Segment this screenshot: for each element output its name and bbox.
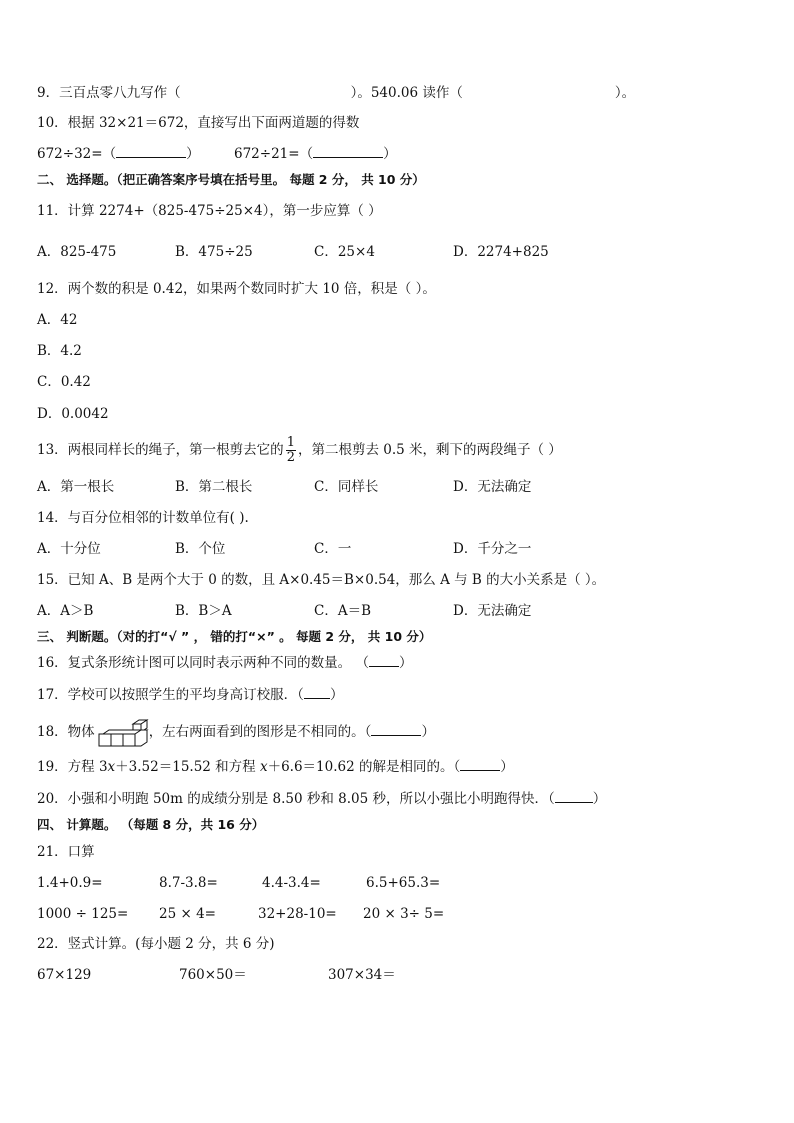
question-20 <box>37 789 606 809</box>
q10-p1-end: ） <box>186 146 200 162</box>
mental-math-item: 32+28-10= <box>258 906 337 922</box>
cube-stack-figure <box>95 719 149 747</box>
question-13 <box>37 432 562 468</box>
q11-option-a[interactable]: A．825-475 <box>37 244 117 260</box>
question-17 <box>37 685 343 705</box>
q10-answer-1[interactable] <box>116 145 186 158</box>
q20-text: 20．小强和小明跑 50m 的成绩分别是 8.50 秒和 8.05 秒，所以小强比小明跑得快．（ <box>37 791 555 807</box>
q15-option-b[interactable]: B．B＞A <box>175 603 232 619</box>
q13-text-pre: 13．两根同样长的绳子，第一根剪去它的 <box>37 442 284 458</box>
q17-end: ） <box>329 687 344 703</box>
q18-text-pre: 18．物体 <box>37 724 95 740</box>
mental-math-item: 1000 ÷ 125= <box>37 906 129 922</box>
q17-answer-blank[interactable] <box>304 686 330 699</box>
mental-math-item: 25 × 4= <box>159 906 216 922</box>
q10-problem-2 <box>234 144 397 164</box>
question-16 <box>37 653 412 673</box>
question-12: 12．两个数的积是 0.42，如果两个数同时扩大 10 倍，积是（ ）。 <box>37 281 436 297</box>
q9-text-b: ）。540.06 读作（ <box>350 85 463 101</box>
q10-p1-label: 672÷32=（ <box>37 146 117 162</box>
q11-option-d[interactable]: D．2274+825 <box>453 244 549 260</box>
q19-answer-blank[interactable] <box>460 758 500 771</box>
q10-p2-end: ） <box>383 146 397 162</box>
q10-p2-label: 672÷21=（ <box>234 146 314 162</box>
mental-math-item: 4.4-3.4= <box>262 875 321 891</box>
section-2-heading: 二、 选择题。（把正确答案序号填在括号里。 每题 2 分， 共 10 分） <box>37 172 425 187</box>
q12-option-d[interactable]: D．0.0042 <box>37 406 109 422</box>
q10-problem-1 <box>37 144 200 164</box>
q20-end: ） <box>592 791 607 807</box>
q19-text: 19．方程 3𝑥＋3.52＝15.52 和方程 𝑥＋6.6＝10.62 的解是相同的。（ <box>37 759 461 775</box>
q13-option-a[interactable]: A．第一根长 <box>37 479 115 495</box>
q9-text-c: ）。 <box>614 85 636 101</box>
question-9 <box>37 83 635 103</box>
q14-option-a[interactable]: A．十分位 <box>37 541 101 557</box>
q13-option-b[interactable]: B．第二根长 <box>175 479 253 495</box>
mental-math-item: 1.4+0.9= <box>37 875 103 891</box>
vertical-calc-item: 307×34＝ <box>328 967 396 983</box>
fraction-numerator: 1 <box>286 435 295 450</box>
q20-answer-blank[interactable] <box>555 790 593 803</box>
question-18 <box>37 718 435 747</box>
question-15: 15．已知 A、B 是两个大于 0 的数，且 A×0.45＝B×0.54，那么 A 与 B 的大小关系是（ ）。 <box>37 572 606 588</box>
question-11: 11．计算 2274+（825-475÷25×4），第一步应算（ ） <box>37 203 382 219</box>
vertical-calc-item: 67×129 <box>37 967 92 983</box>
q12-option-c[interactable]: C．0.42 <box>37 374 91 390</box>
q13-option-d[interactable]: D．无法确定 <box>453 479 532 495</box>
q16-answer-blank[interactable] <box>369 654 399 667</box>
question-22: 22．竖式计算。(每小题 2 分，共 6 分) <box>37 936 275 952</box>
q9-text-a: 9．三百点零八九写作（ <box>37 85 181 101</box>
q18-end: ） <box>421 724 435 740</box>
q15-option-a[interactable]: A．A＞B <box>37 603 94 619</box>
q10-answer-2[interactable] <box>313 145 383 158</box>
q11-option-b[interactable]: B．475÷25 <box>175 244 253 260</box>
section-3-heading: 三、 判断题。（对的打“√ ” ， 错的打“×” 。 每题 2 分， 共 10 分） <box>37 629 432 644</box>
q18-text-post: ，左右两面看到的图形是不相同的。（ <box>148 724 372 740</box>
q12-option-b[interactable]: B．4.2 <box>37 343 82 359</box>
q18-answer-blank[interactable] <box>371 723 421 736</box>
question-14: 14．与百分位相邻的计数单位有( ). <box>37 510 249 526</box>
q11-option-c[interactable]: C．25×4 <box>314 244 375 260</box>
q14-option-c[interactable]: C．一 <box>314 541 352 557</box>
q16-end: ） <box>398 655 413 671</box>
q17-text: 17．学校可以按照学生的平均身高订校服．（ <box>37 687 304 703</box>
mental-math-item: 8.7-3.8= <box>159 875 218 891</box>
question-21: 21．口算 <box>37 844 95 860</box>
question-19 <box>37 757 514 777</box>
mental-math-item: 6.5+65.3= <box>366 875 441 891</box>
q13-option-c[interactable]: C．同样长 <box>314 479 379 495</box>
vertical-calc-item: 760×50＝ <box>179 967 247 983</box>
q13-text-post: ，第二根剪去 0.5 米，剩下的两段绳子（ ） <box>297 442 562 458</box>
q15-option-d[interactable]: D．无法确定 <box>453 603 532 619</box>
question-10: 10．根据 32×21＝672，直接写出下面两道题的得数 <box>37 115 360 131</box>
q16-text: 16．复式条形统计图可以同时表示两种不同的数量。 （ <box>37 655 369 671</box>
q13-fraction <box>286 436 296 465</box>
section-4-heading: 四、 计算题。 （每题 8 分，共 16 分） <box>37 817 265 832</box>
mental-math-item: 20 × 3÷ 5= <box>363 906 445 922</box>
q12-option-a[interactable]: A．42 <box>37 312 78 328</box>
q15-option-c[interactable]: C．A＝B <box>314 603 371 619</box>
fraction-denominator: 2 <box>286 450 295 465</box>
q14-option-d[interactable]: D．千分之一 <box>453 541 532 557</box>
q19-end: ） <box>500 759 514 775</box>
q14-option-b[interactable]: B．个位 <box>175 541 226 557</box>
